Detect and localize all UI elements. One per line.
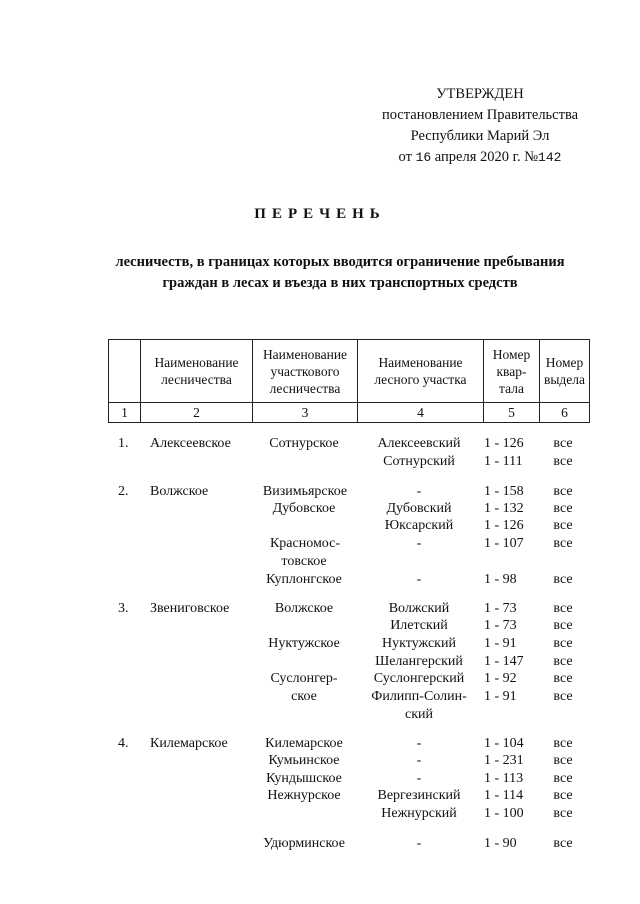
quarter-number: 1 - 132 — [484, 501, 524, 516]
table-row — [0, 617, 640, 635]
quarter-number: 1 - 104 — [484, 736, 524, 751]
table-row — [0, 787, 640, 805]
forest-plot: - — [416, 572, 422, 587]
district-forestry: Нуктужское — [268, 636, 340, 651]
header-text: Номер — [492, 346, 531, 362]
district-forestry: Визимьярское — [262, 484, 348, 499]
table-row — [0, 653, 640, 671]
district-forestry: Куплонгское — [266, 572, 342, 587]
approved-line2: постановлением Правительства — [381, 107, 579, 123]
forest-plot: - — [416, 753, 422, 768]
header-text: Наименование — [262, 346, 348, 362]
section-number: все — [553, 689, 573, 704]
district-forestry: товское — [281, 554, 327, 569]
subtitle-line2: граждан в лесах и въезда в них транспортных средств — [162, 275, 518, 291]
header-text: тала — [499, 380, 524, 396]
forest-plot: Филипп-Солин- — [371, 689, 467, 704]
column-number: 5 — [484, 403, 540, 423]
row-index: 1. — [118, 436, 129, 451]
section-number: все — [553, 518, 573, 533]
column-number: 4 — [358, 403, 484, 423]
district-forestry: Кумьинское — [268, 753, 340, 768]
column-number: 2 — [141, 403, 253, 423]
quarter-number: 1 - 91 — [484, 636, 517, 651]
row-index: 4. — [118, 736, 129, 751]
header-text: лесничества — [269, 380, 341, 396]
column-number: 3 — [253, 403, 358, 423]
forestry-name: Килемарское — [150, 736, 228, 751]
quarter-number: 1 - 90 — [484, 836, 517, 851]
quarter-number: 1 - 91 — [484, 689, 517, 704]
district-forestry: Красномос- — [269, 536, 341, 551]
quarter-number: 1 - 92 — [484, 671, 517, 686]
forest-plot: - — [416, 484, 422, 499]
document-title: ПЕРЕЧЕНЬ — [254, 206, 386, 222]
row-index: 3. — [118, 601, 129, 616]
quarter-number: 1 - 100 — [484, 806, 524, 821]
header-text: лесного участка — [374, 372, 467, 387]
forest-plot: Юксарский — [384, 518, 454, 533]
section-number: все — [553, 436, 573, 451]
section-number: все — [553, 753, 573, 768]
section-number: все — [553, 601, 573, 616]
district-forestry: Кундышское — [266, 771, 342, 786]
quarter-number: 1 - 111 — [484, 454, 523, 469]
table-row — [0, 435, 640, 453]
quarter-number: 1 - 158 — [484, 484, 524, 499]
district-forestry: Дубовское — [272, 501, 336, 516]
table-row — [0, 500, 640, 518]
forest-plot: Сотнурский — [383, 454, 455, 469]
table-row — [0, 453, 640, 471]
district-forestry: Нежнурское — [267, 788, 341, 803]
forest-plot: ский — [405, 707, 433, 722]
district-forestry: Удюрминское — [263, 836, 345, 851]
header-text: Наименование — [154, 355, 239, 370]
quarter-number: 1 - 98 — [484, 572, 517, 587]
table-row — [0, 571, 640, 589]
forestry-name: Алексеевское — [150, 436, 231, 451]
forestry-name: Волжское — [150, 484, 209, 499]
forest-plot: Алексеевский — [377, 436, 461, 451]
district-forestry: Килемарское — [265, 736, 343, 751]
quarter-number: 1 - 147 — [484, 654, 524, 669]
table-row — [0, 670, 640, 688]
date-day: 16 — [415, 150, 432, 165]
district-forestry: ское — [291, 689, 317, 704]
district-forestry: Волжское — [274, 601, 334, 616]
table-row — [0, 688, 640, 706]
quarter-number: 1 - 73 — [484, 618, 517, 633]
approved-line3: Республики Марий Эл — [410, 128, 550, 144]
section-number: все — [553, 671, 573, 686]
district-forestry: Сотнурское — [269, 436, 339, 451]
forest-plot: Вергезинский — [377, 788, 461, 803]
section-number: все — [553, 501, 573, 516]
forest-plot: - — [416, 771, 422, 786]
forest-plot: Нежнурский — [381, 806, 457, 821]
section-number: все — [553, 736, 573, 751]
quarter-number: 1 - 126 — [484, 436, 524, 451]
district-forestry: Суслонгер- — [270, 671, 338, 686]
column-number: 1 — [109, 403, 141, 423]
section-number: все — [553, 654, 573, 669]
forest-plot: Дубовский — [386, 501, 452, 516]
header-text: лесничества — [161, 372, 232, 387]
quarter-number: 1 - 126 — [484, 518, 524, 533]
quarter-number: 1 - 114 — [484, 788, 524, 803]
quarter-number: 1 - 113 — [484, 771, 524, 786]
table-row — [0, 706, 640, 724]
section-number: все — [553, 788, 573, 803]
header-text: участкового — [270, 363, 340, 379]
section-number: все — [553, 454, 573, 469]
header-text: выдела — [543, 372, 586, 387]
table-row — [0, 735, 640, 753]
date-middle: апреля 2020 г. № — [434, 149, 539, 165]
header-text: квар- — [496, 363, 527, 379]
section-number: все — [553, 771, 573, 786]
quarter-number: 1 - 231 — [484, 753, 524, 768]
forest-plot: Шелангерский — [375, 654, 463, 669]
section-number: все — [553, 836, 573, 851]
section-number: все — [553, 536, 573, 551]
header-text: Номер — [545, 355, 584, 370]
date-prefix: от — [398, 149, 412, 165]
section-number: все — [553, 484, 573, 499]
forestry-name: Звениговское — [150, 601, 230, 616]
table-row — [0, 770, 640, 788]
table-row — [0, 805, 640, 823]
forest-plot: - — [416, 836, 422, 851]
row-index: 2. — [118, 484, 129, 499]
forest-plot: Волжский — [388, 601, 450, 616]
forest-plot: Нуктужский — [382, 636, 456, 651]
header-text: Наименование — [378, 355, 463, 370]
section-number: все — [553, 806, 573, 821]
table-row — [0, 535, 640, 553]
approved-line1: УТВЕРЖДЕН — [436, 86, 524, 102]
table-row — [0, 600, 640, 618]
table-row — [0, 517, 640, 535]
forest-plot: Илетский — [390, 618, 448, 633]
section-number: все — [553, 618, 573, 633]
column-number: 6 — [540, 403, 590, 423]
table-row — [0, 553, 640, 571]
table-row — [0, 835, 640, 853]
forest-plot: Суслонгерский — [373, 671, 465, 686]
forest-plot: - — [416, 536, 422, 551]
quarter-number: 1 - 73 — [484, 601, 517, 616]
section-number: все — [553, 636, 573, 651]
section-number: все — [553, 572, 573, 587]
subtitle-line1: лесничеств, в границах которых вводится ограничение пребывания — [115, 254, 565, 270]
table-row — [0, 635, 640, 653]
quarter-number: 1 - 107 — [484, 536, 524, 551]
table-row — [0, 752, 640, 770]
forest-plot: - — [416, 736, 422, 751]
table-row — [0, 483, 640, 501]
date-number: 142 — [538, 150, 562, 165]
